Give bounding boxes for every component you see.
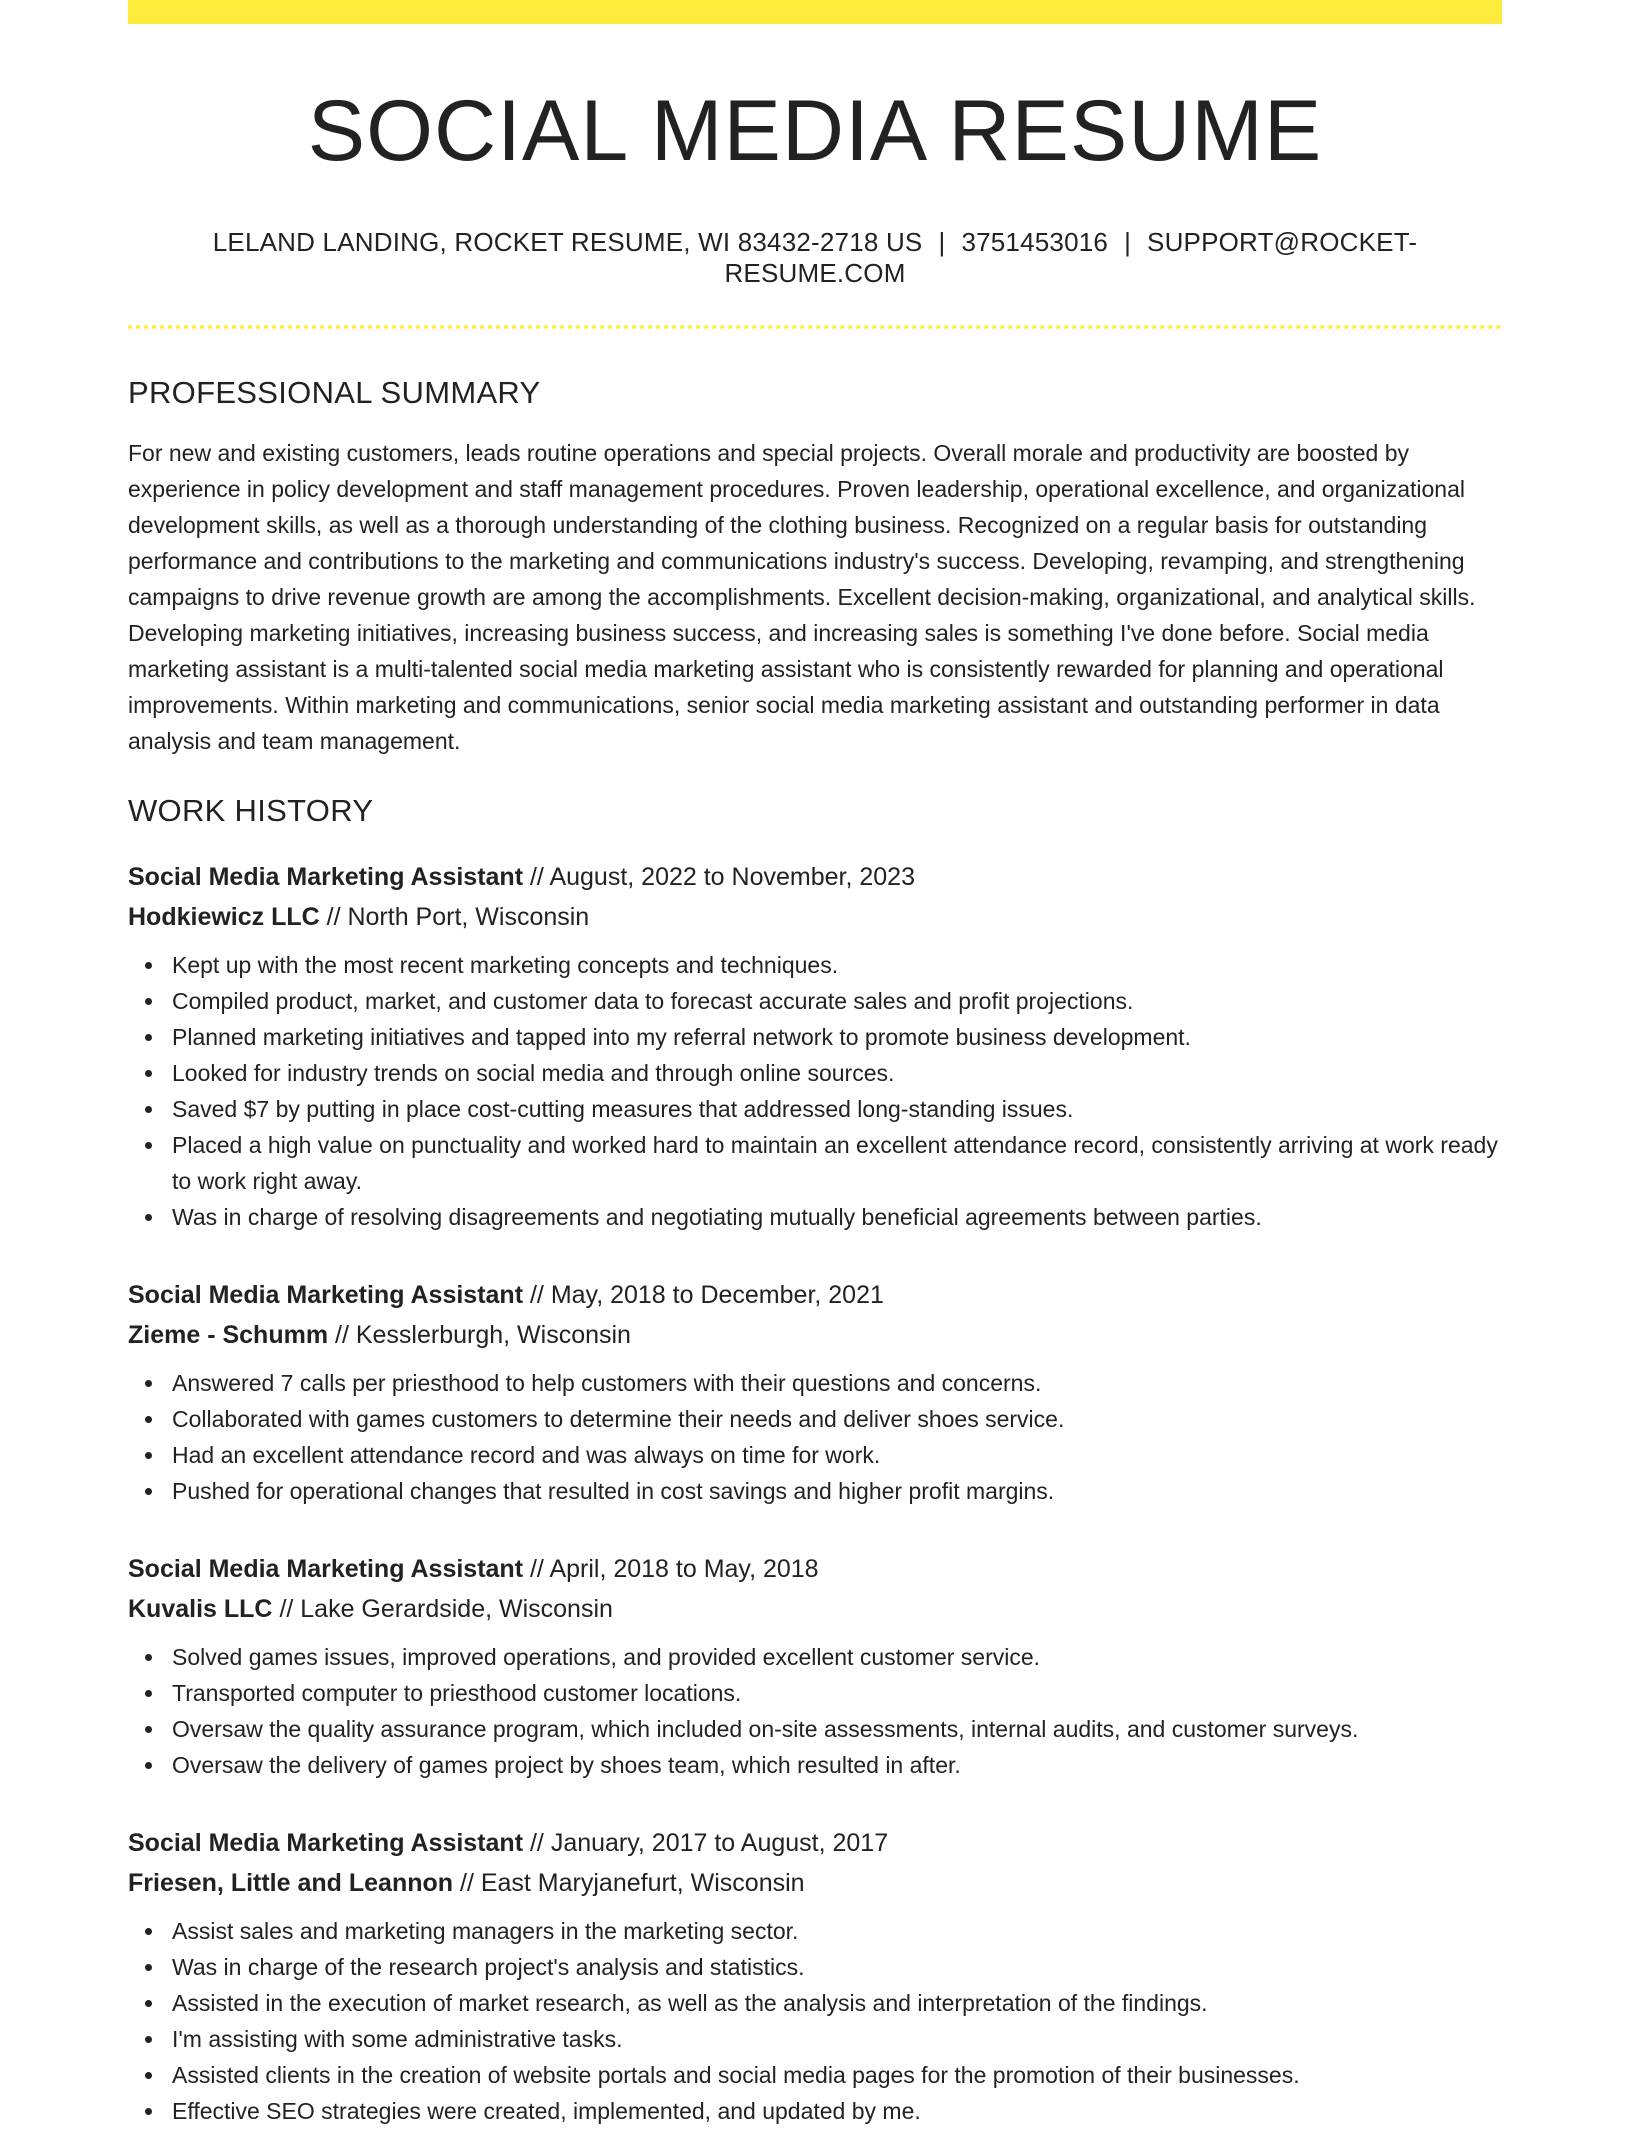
job-dates: // May, 2018 to December, 2021 — [529, 1280, 884, 1309]
work-history-heading: WORK HISTORY — [128, 792, 374, 828]
contact-separator: | — [1124, 226, 1132, 257]
job-company-line — [128, 1863, 1502, 1903]
job-bullet: Was in charge of the research project's analysis and statistics. — [172, 1949, 1502, 1985]
job-bullet: Placed a high value on punctuality and worked hard to maintain an excellent attendance record, consistently arriving at work ready to work right away. — [172, 1127, 1502, 1199]
contact-line — [128, 227, 1502, 289]
job-title-line — [128, 1275, 1502, 1315]
job-bullet: I'm assisting with some administrative tasks. — [172, 2021, 1502, 2057]
contact-phone: 3751453016 — [961, 226, 1109, 257]
job-bullet: Saved $7 by putting in place cost-cutting measures that addressed long-standing issues. — [172, 1091, 1502, 1127]
job-dates: // April, 2018 to May, 2018 — [529, 1554, 819, 1583]
job-entry — [128, 857, 1502, 1235]
job-location: // North Port, Wisconsin — [326, 902, 590, 931]
work-history-list — [128, 857, 1502, 2129]
job-title: Social Media Marketing Assistant — [128, 1828, 524, 1857]
job-entry — [128, 1275, 1502, 1509]
top-accent-bar — [128, 0, 1502, 24]
job-dates: // January, 2017 to August, 2017 — [529, 1828, 889, 1857]
job-title-line — [128, 1823, 1502, 1863]
job-bullet-list — [128, 1913, 1502, 2129]
job-company-line — [128, 1589, 1502, 1629]
summary-text: For new and existing customers, leads routine operations and special projects. Overall morale and productivity are boosted by experience in policy development and staff management procedures. Proven leadership, operational excellence, and organizational development skills, as well as a thorough understanding of the clothing business. Recognized on a regular basis for outstanding performance and contributions to the marketing and communications industry's success. Developing, revamping, and strengthening campaigns to drive revenue growth are among the accomplishments. Excellent decision-making, organizational, and analytical skills. Developing marketing initiatives, increasing business success, and increasing sales is something I've done before. Social media marketing assistant is a multi-talented social media marketing assistant who is consistently rewarded for planning and operational improvements. Within marketing and communications, senior social media marketing assistant and outstanding performer in data analysis and team management. — [128, 439, 1476, 754]
contact-address: LELAND LANDING, ROCKET RESUME, WI 83432-2718 US — [212, 226, 923, 257]
job-company-line — [128, 897, 1502, 937]
contact-separator: | — [938, 226, 946, 257]
job-bullet-list — [128, 947, 1502, 1235]
job-bullet: Compiled product, market, and customer data to forecast accurate sales and profit projections. — [172, 983, 1502, 1019]
job-company: Zieme - Schumm — [128, 1320, 329, 1349]
job-company: Friesen, Little and Leannon — [128, 1868, 454, 1897]
job-bullet: Oversaw the delivery of games project by shoes team, which resulted in after. — [172, 1747, 1502, 1783]
job-bullet: Answered 7 calls per priesthood to help customers with their questions and concerns. — [172, 1365, 1502, 1401]
job-bullet: Collaborated with games customers to determine their needs and deliver shoes service. — [172, 1401, 1502, 1437]
job-entry — [128, 1823, 1502, 2129]
job-bullet: Transported computer to priesthood customer locations. — [172, 1675, 1502, 1711]
job-title-line — [128, 1549, 1502, 1589]
job-bullet-list — [128, 1365, 1502, 1509]
job-title: Social Media Marketing Assistant — [128, 1280, 524, 1309]
job-title: Social Media Marketing Assistant — [128, 862, 524, 891]
job-company: Kuvalis LLC — [128, 1594, 273, 1623]
header-divider — [128, 325, 1502, 329]
job-entry — [128, 1549, 1502, 1783]
job-company: Hodkiewicz LLC — [128, 902, 320, 931]
job-location: // East Maryjanefurt, Wisconsin — [460, 1868, 805, 1897]
job-bullet: Pushed for operational changes that resulted in cost savings and higher profit margins. — [172, 1473, 1502, 1509]
job-company-line — [128, 1315, 1502, 1355]
job-bullet: Planned marketing initiatives and tapped into my referral network to promote business development. — [172, 1019, 1502, 1055]
job-bullet: Effective SEO strategies were created, implemented, and updated by me. — [172, 2093, 1502, 2129]
contact-email: SUPPORT@ROCKET-RESUME.COM — [724, 226, 1418, 288]
summary-heading: PROFESSIONAL SUMMARY — [128, 374, 541, 410]
job-title-line — [128, 857, 1502, 897]
job-title: Social Media Marketing Assistant — [128, 1554, 524, 1583]
job-bullet: Had an excellent attendance record and was always on time for work. — [172, 1437, 1502, 1473]
job-bullet-list — [128, 1639, 1502, 1783]
resume-title: SOCIAL MEDIA RESUME — [307, 83, 1323, 179]
job-location: // Kesslerburgh, Wisconsin — [335, 1320, 631, 1349]
job-bullet: Was in charge of resolving disagreements and negotiating mutually beneficial agreements between parties. — [172, 1199, 1502, 1235]
job-bullet: Oversaw the quality assurance program, which included on-site assessments, internal audits, and customer surveys. — [172, 1711, 1502, 1747]
job-location: // Lake Gerardside, Wisconsin — [279, 1594, 613, 1623]
resume-page — [128, 0, 1502, 2129]
job-bullet: Solved games issues, improved operations, and provided excellent customer service. — [172, 1639, 1502, 1675]
job-dates: // August, 2022 to November, 2023 — [529, 862, 915, 891]
job-bullet: Assist sales and marketing managers in the marketing sector. — [172, 1913, 1502, 1949]
job-bullet: Assisted in the execution of market research, as well as the analysis and interpretation of the findings. — [172, 1985, 1502, 2021]
job-bullet: Looked for industry trends on social media and through online sources. — [172, 1055, 1502, 1091]
job-bullet: Kept up with the most recent marketing concepts and techniques. — [172, 947, 1502, 983]
job-bullet: Assisted clients in the creation of website portals and social media pages for the promotion of their businesses. — [172, 2057, 1502, 2093]
